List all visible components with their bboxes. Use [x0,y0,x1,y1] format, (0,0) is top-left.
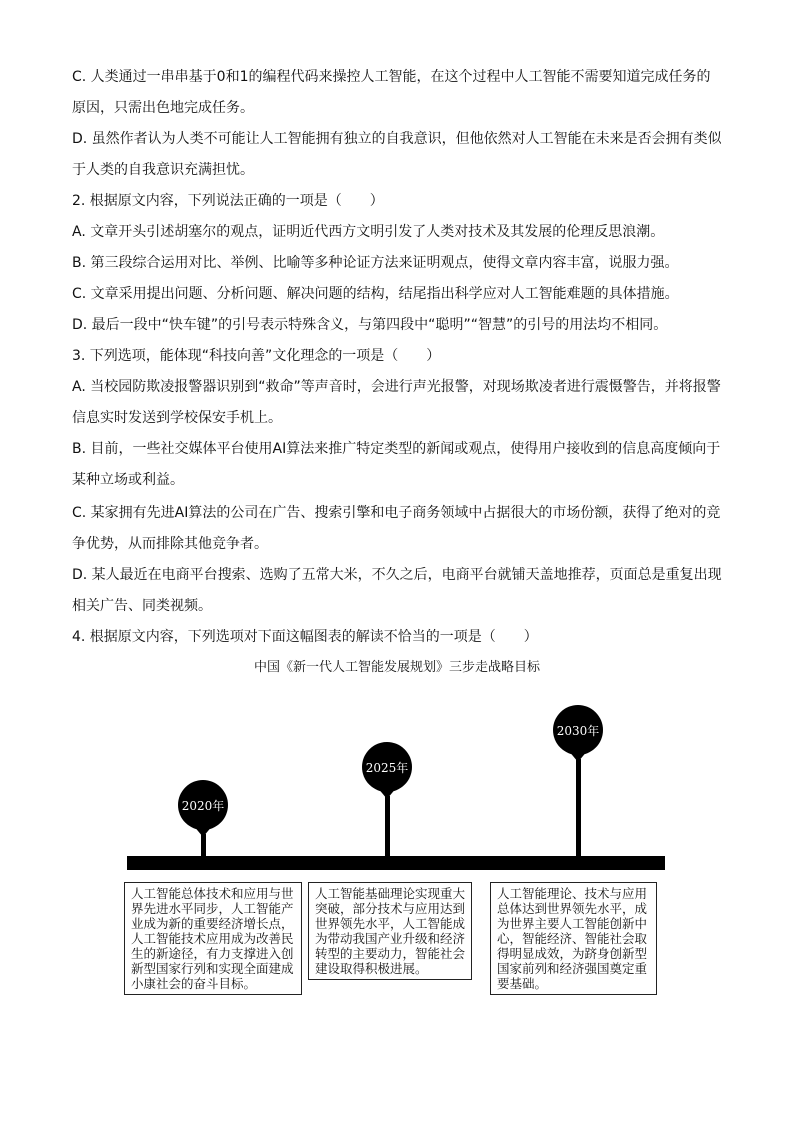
option-a-q2: A. 文章开头引述胡塞尔的观点，证明近代西方文明引发了人类对技术及其发展的伦理反思浪潮。 [72,224,665,240]
question-2-stem: 2. 根据原文内容，下列说法正确的一项是（ ） [72,193,384,209]
milestone-pin-2020 [178,780,228,830]
option-b-q3: B. 目前，一些社交媒体平台使用AI算法来推广特定类型的新闻或观点，使得用户接收到的信息高度倾向于某种立场或利益。 [72,441,721,488]
milestone-pin-2025 [362,742,412,792]
option-d-q1: D. 虽然作者认为人类不可能让人工智能拥有独立的自我意识，但他依然对人工智能在未来是否会拥有类似于人类的自我意识充满担忧。 [72,131,722,178]
timeline-bar [127,856,665,870]
milestone-year-2030: 2030年 [556,723,600,738]
milestone-year-2025: 2025年 [365,760,409,775]
option-a-q3: A. 当校园防欺凌报警器识别到“救命”等声音时，会进行声光报警，对现场欺凌者进行震慑警告，并将报警信息实时发送到学校保安手机上。 [72,379,721,426]
option-c-q3: C. 某家拥有先进AI算法的公司在广告、搜索引擎和电子商务领域中占据很大的市场份额，获得了绝对的竞争优势，从而排除其他竞争者。 [72,505,721,552]
question-3-stem: 3. 下列选项，能体现“科技向善”文化理念的一项是（ ） [72,348,441,364]
milestone-box-2020: 人工智能总体技术和应用与世界先进水平同步，人工智能产业成为新的重要经济增长点，人工智能技术应用成为改善民生的新途径，有力支撑进入创新型国家行列和实现全面建成小康社会的奋斗目标。 [124,882,302,995]
stem-2020 [201,834,206,858]
milestone-box-2025: 人工智能基础理论实现重大突破，部分技术与应用达到世界领先水平，人工智能成为带动我国产业升级和经济转型的主要动力，智能社会建设取得积极进展。 [308,882,472,980]
figure-title: 中国《新一代人工智能发展规划》三步走战略目标 [253,660,540,675]
question-4-stem: 4. 根据原文内容，下列选项对下面这幅图表的解读不恰当的一项是（ ） [72,629,538,645]
option-c-q1: C. 人类通过一串串基于0和1的编程代码来操控人工智能，在这个过程中人工智能不需要知道完成任务的原因，只需出色地完成任务。 [72,69,711,116]
option-b-q2: B. 第三段综合运用对比、举例、比喻等多种论证方法来证明观点，使得文章内容丰富，说服力强。 [72,255,679,271]
option-d-q3: D. 某人最近在电商平台搜索、选购了五常大米，不久之后，电商平台就铺天盖地推荐，页面总是重复出现相关广告、同类视频。 [72,567,722,614]
option-c-q2: C. 文章采用提出问题、分析问题、解决问题的结构，结尾指出科学应对人工智能难题的具体措施。 [72,286,679,302]
milestone-year-2020: 2020年 [181,798,225,813]
stem-2030 [576,759,581,858]
milestone-pin-2030 [553,705,603,755]
option-d-q2: D. 最后一段中“快车键”的引号表示特殊含义，与第四段中“聪明”“智慧”的引号的用法均不相同。 [72,317,668,333]
stem-2025 [385,796,390,858]
milestone-box-2030: 人工智能理论、技术与应用总体达到世界领先水平，成为世界主要人工智能创新中心，智能经济、智能社会取得明显成效，为跻身创新型国家前列和经济强国奠定重要基础。 [490,882,657,995]
